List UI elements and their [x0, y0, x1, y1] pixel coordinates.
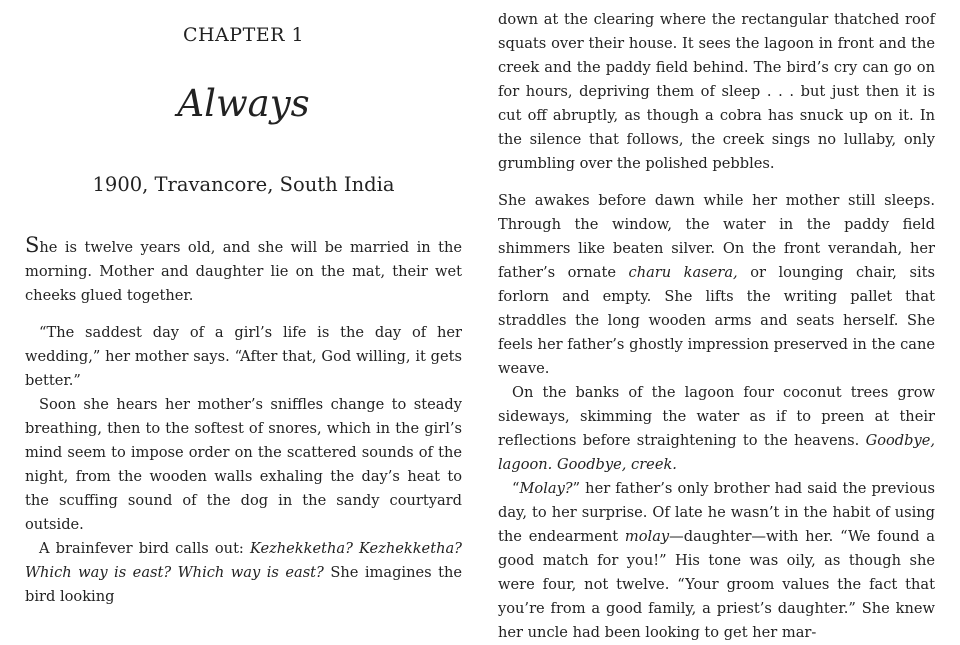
- right-body-text: [498, 8, 935, 645]
- paragraph: [498, 381, 935, 477]
- paragraph-text: She imagines the bird looking: [25, 564, 462, 605]
- italic-text: Goodbye, lagoon. Goodbye, creek.: [498, 432, 935, 473]
- paragraph-text: A brainfever bird calls out:: [39, 540, 250, 557]
- paragraph-text: —daughter—with her. “We found a good match for you!” His tone was oily, as though she were four, not twelve. “Your groom values the fact that you’re from a good family, a priest’s daughter.” She knew her uncle had been looking to get her mar-: [498, 528, 936, 641]
- italic-text: molay: [624, 528, 670, 545]
- italic-text: charu kasera,: [628, 264, 738, 281]
- paragraph-text: On the banks of the lagoon four coconut trees grow sideways, skimming the water as if to preen at their reflections before straightening to the heavens.: [498, 384, 935, 449]
- paragraph-text: or lounging chair, sits forlorn and empty. She lifts the writing pallet that straddles the long wooden arms and seats herself. She feels her father’s ghostly impression preserved in the cane weave.: [498, 264, 935, 377]
- italic-text: Kezhekketha? Kezhekketha? Which way is east? Which way is east?: [25, 540, 462, 581]
- paragraph: Soon she hears her mother’s sniffles change to steady breathing, then to the softest of snores, which in the girl’s mind seem to impose order on the scattered sounds of the night, from the wooden walls exhaling the day’s heat to the scuffing sound of the dog in the sandy courtyard outside.: [25, 396, 462, 533]
- paragraph-text: She awakes before dawn while her mother still sleeps. Through the window, the water in the paddy field shimmers like beaten silver. On the front verandah, her father’s ornate: [498, 192, 935, 281]
- paragraph-text: “: [512, 480, 520, 497]
- paragraph: down at the clearing where the rectangular thatched roof squats over their house. It sees the lagoon in front and the creek and the paddy field behind. The bird’s cry can go on for hours, depriving them of sleep . . . but just then it is cut off abruptly, as though a cobra has snuck up on it. In the silence that follows, the creek sings no lullaby, only grumbling over the polished pebbles.: [498, 11, 935, 172]
- chapter-title: Always: [177, 82, 310, 125]
- paragraph: [25, 235, 462, 308]
- paragraph: [498, 189, 935, 381]
- paragraph: [498, 477, 935, 645]
- paragraph: [25, 537, 462, 609]
- paragraph-text: he is twelve years old, and she will be married in the morning. Mother and daughter lie on the mat, their wet cheeks glued together.: [25, 239, 462, 304]
- paragraph-text: ” her father’s only brother had said the previous day, to her surprise. Of late he wasn’t in the habit of using the endearment: [498, 480, 935, 545]
- chapter-label: CHAPTER 1: [182, 24, 305, 46]
- paragraph: “The saddest day of a girl’s life is the day of her wedding,” her mother says. “After that, God willing, it gets better.”: [25, 324, 462, 389]
- chapter-place: 1900, Travancore, South India: [92, 173, 395, 196]
- left-body-text: [25, 235, 462, 609]
- italic-text: Molay?: [519, 480, 573, 497]
- drop-cap: S: [25, 233, 40, 257]
